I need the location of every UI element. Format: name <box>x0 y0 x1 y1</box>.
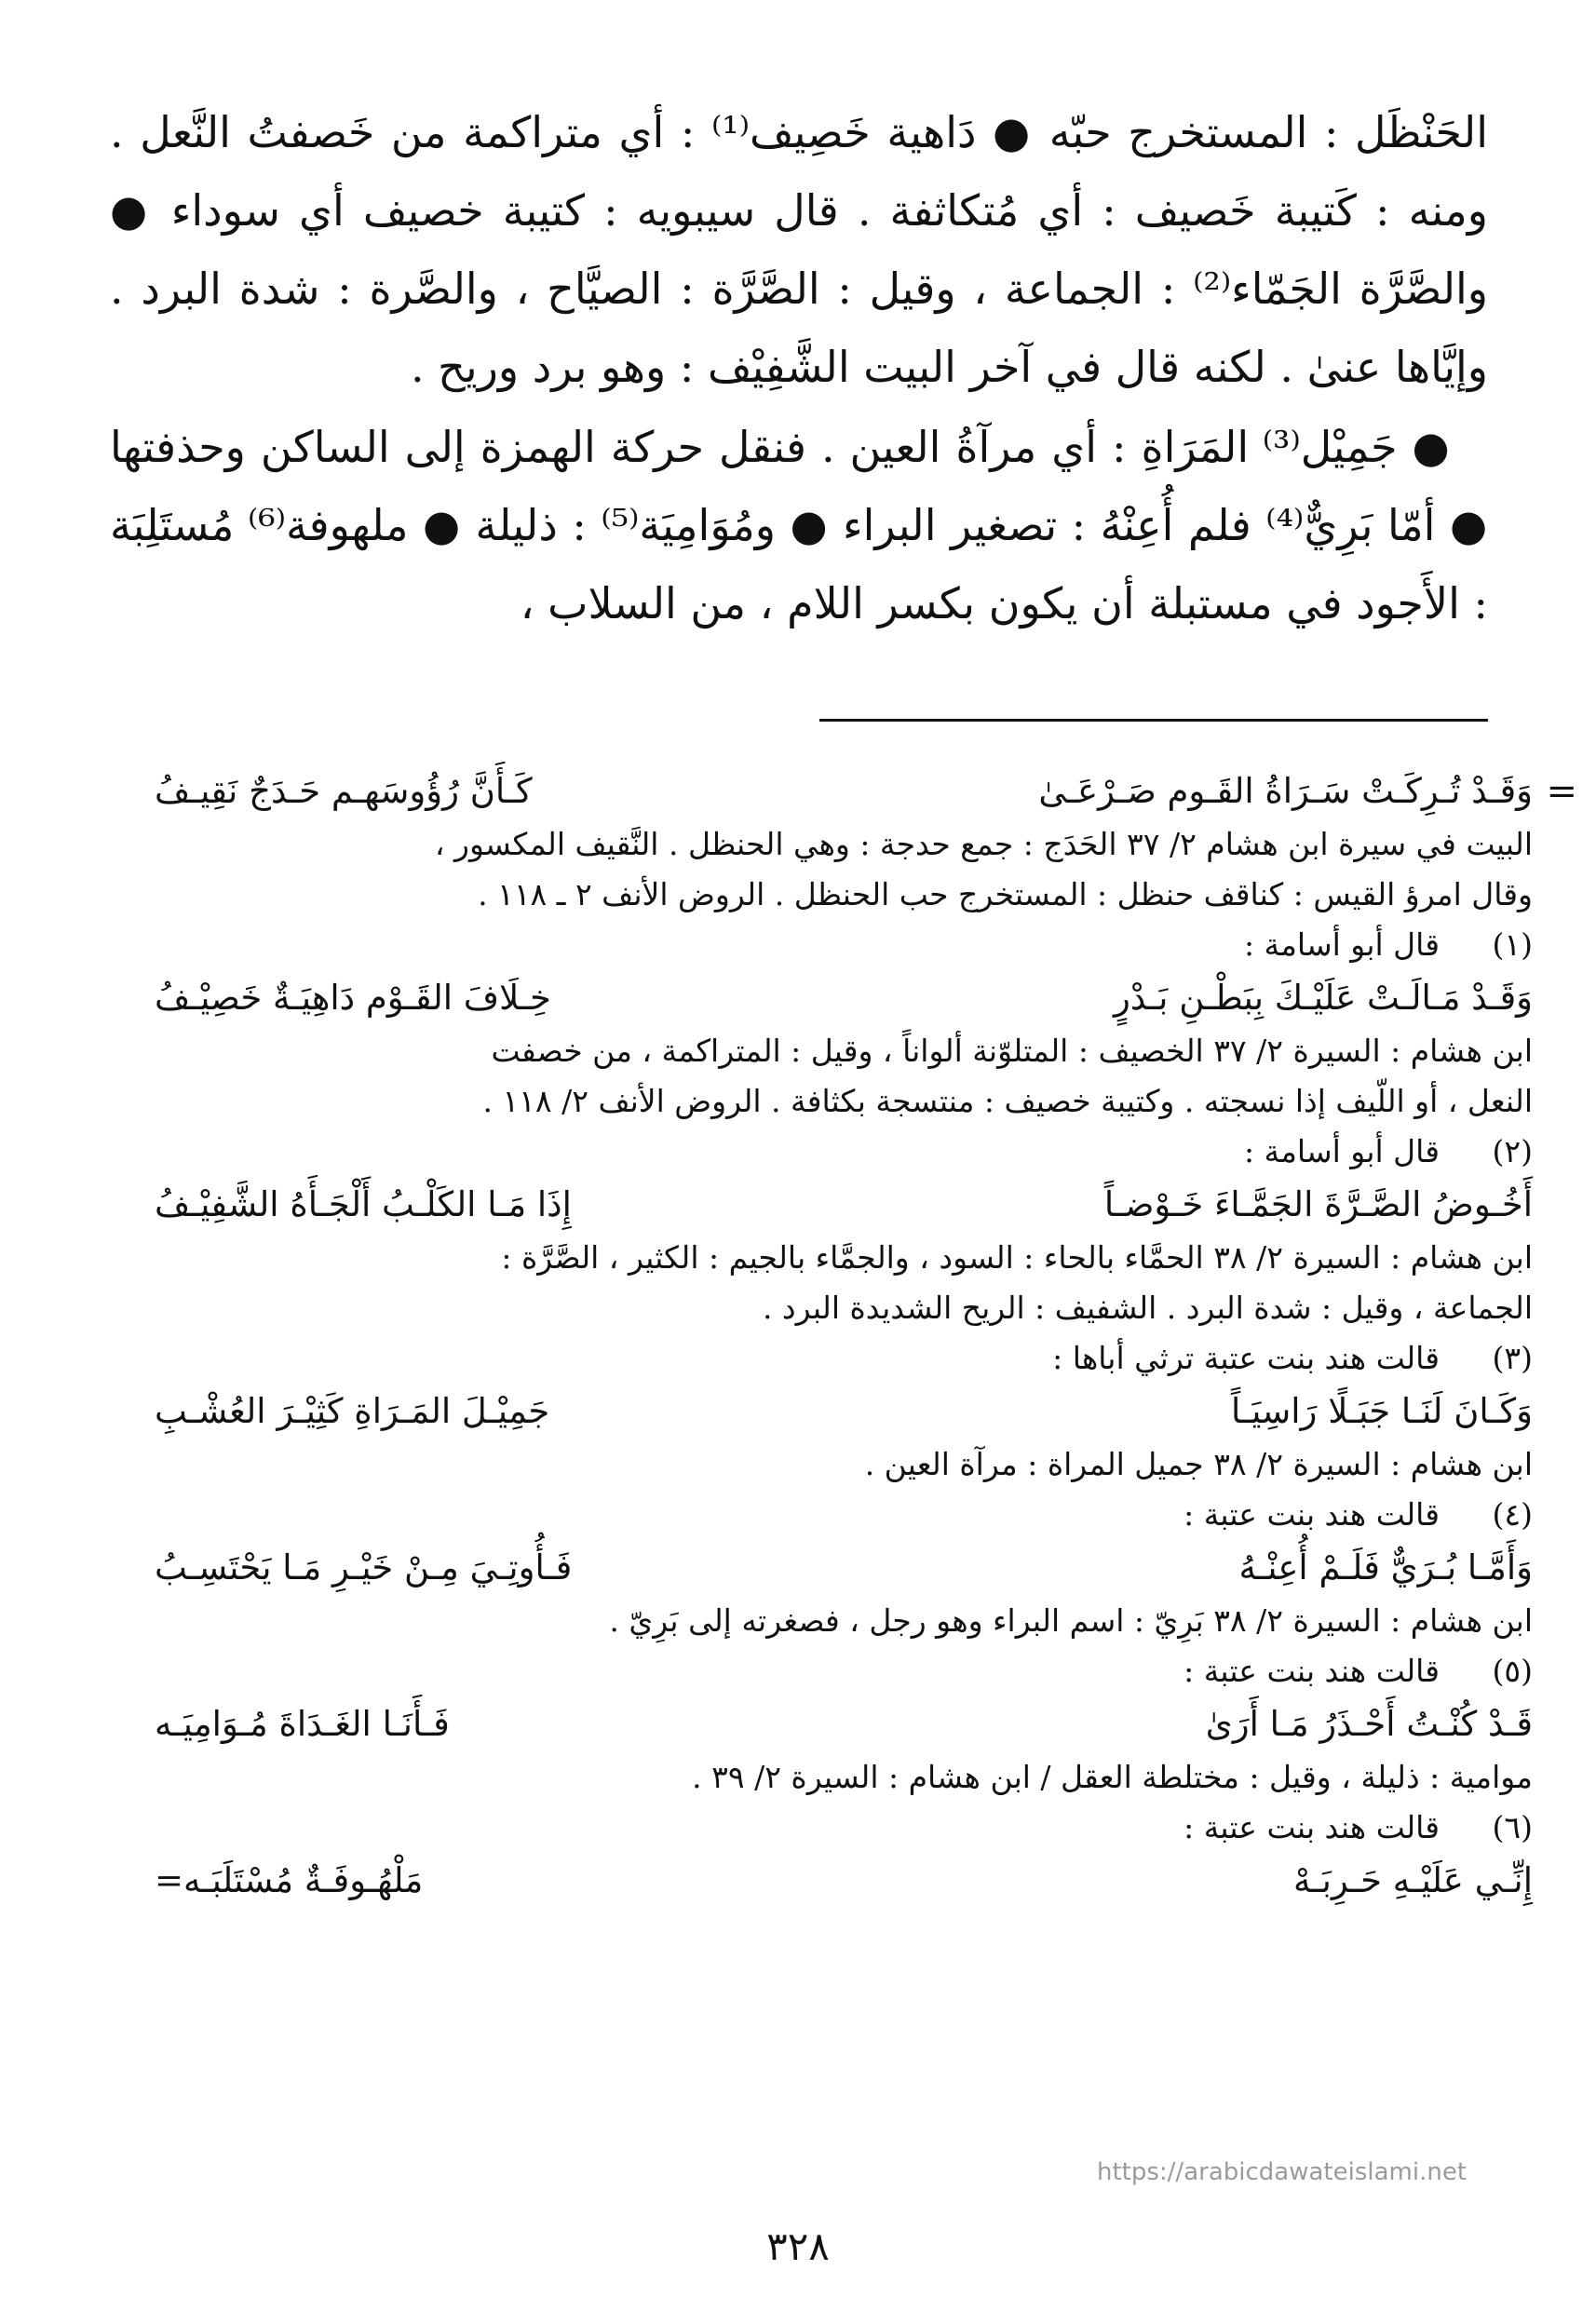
verse-second-hemistich: جَمِيْـلَ المَـرَاةِ كَثِيْـرَ العُشْـبِ <box>155 1391 550 1431</box>
verse-second-hemistich: فَـأُوتِـيَ مِـنْ خَيْـرِ مَـا يَحْتَسِـبُ <box>155 1547 573 1588</box>
footnote-number: (٢) <box>1492 1133 1533 1169</box>
verse-second-hemistich: إِذَا مَـا الكَلْـبُ أَلْجَـأَهُ الشَّفِيْـفُ <box>155 1184 572 1224</box>
footnote-1 <box>110 920 1533 970</box>
footnote-text: ابن هشام : السيرة ٢/ ٣٨ الحمَّاء بالحاء : السود ، والجمَّاء بالجيم : الكثير ، الصَّرَّة : <box>501 1239 1533 1276</box>
footnote-text: البيت في سيرة ابن هشام ٢/ ٣٧ الحَدَج : جمع حدجة : وهي الحنظل . النَّقيف المكسور ، <box>434 826 1533 862</box>
main-paragraph-1: الحَنْظَل : المستخرج حبّه ● دَاهية خَصِيف⁽¹⁾ : أي متراكمة من خَصفتُ النَّعل . ومنه : كَتيبة خَصيف : أي مُتكاثفة . قال سيبويه : كتيبة خصيف أي سوداء ● والصَّرَّة الجَمّاء⁽²⁾ : الجماعة ، وقيل : الصَّرَّة : الصيَّاح ، والصَّرة : شدة البرد . وإيَّاها عنىٰ . لكنه قال في آخر البيت الشَّفِيْف : وهو برد وريح . <box>110 107 1489 392</box>
footnote-2 <box>110 1127 1533 1177</box>
main-text <box>110 93 1488 642</box>
verse-line <box>155 970 1533 1026</box>
verse-line <box>155 1853 1533 1909</box>
page-number: ٣٢٨ <box>766 2223 830 2269</box>
footnote-intro: قال أبو أسامة : <box>1243 926 1440 963</box>
footnote-number: (٥) <box>1492 1653 1533 1689</box>
footnote-number: (٤) <box>1492 1496 1533 1533</box>
verse-first-hemistich: إِنِّـي عَلَيْـهِ حَـرِبَـهْ <box>1292 1860 1533 1900</box>
footnote-number: (١) <box>1492 926 1533 963</box>
footnotes <box>110 763 1577 1909</box>
verse-second-hemistich: مَلْهُـوفَـةٌ مُسْتَلَبَـه= <box>155 1860 424 1900</box>
continuation-marker: = <box>1546 770 1577 813</box>
verse-first-hemistich: وَكَـانَ لَنَـا جَبَـلًا رَاسِيَـاً <box>1231 1391 1533 1431</box>
footnote-text: ابن هشام : السيرة ٢/ ٣٨ جميل المراة : مرآة العين . <box>864 1446 1533 1482</box>
footnote-intro: قالت هند بنت عتبة : <box>1183 1653 1440 1689</box>
footnote-text: الجماعة ، وقيل : شدة البرد . الشفيف : الريح الشديدة البرد . <box>762 1290 1533 1326</box>
verse-line <box>155 1177 1533 1233</box>
verse-first-hemistich: قَـدْ كُنْـتُ أَحْـذَرُ مَـا أَرَىٰ <box>1205 1704 1533 1744</box>
footnote-3 <box>110 1333 1533 1384</box>
footnote-6 <box>110 1803 1533 1853</box>
verse-line <box>155 1540 1533 1596</box>
footnote-text: ابن هشام : السيرة ٢/ ٣٨ بَرِيّ : اسم البراء وهو رجل ، فصغرته إلى بَرِيّ . <box>609 1602 1533 1639</box>
footnote-intro: قالت هند بنت عتبة : <box>1183 1809 1440 1845</box>
verse-line <box>155 1696 1533 1752</box>
footnote-text: موامية : ذليلة ، وقيل : مختلطة العقل / ابن هشام : السيرة ٢/ ٣٩ . <box>692 1759 1533 1795</box>
footnote-4 <box>110 1490 1533 1540</box>
footnote-text: ابن هشام : السيرة ٢/ ٣٧ الخصيف : المتلوّنة ألواناً ، وقيل : المتراكمة ، من خصفت <box>491 1033 1533 1069</box>
footnote-intro: قال أبو أسامة : <box>1243 1133 1440 1169</box>
footnote-5 <box>110 1646 1533 1696</box>
verse-second-hemistich: كَـأَنَّ رُؤُوسَهـم حَـدَجٌ نَقِيـفُ <box>155 771 533 811</box>
footnote-number: (٦) <box>1492 1809 1533 1845</box>
verse-line <box>155 1384 1533 1439</box>
verse-first-hemistich: وَأَمَّـا بُـرَيٌّ فَلَـمْ أُعِنْـهُ <box>1238 1547 1533 1588</box>
verse-line <box>155 763 1577 819</box>
footnote-divider <box>819 719 1488 722</box>
verse-second-hemistich: فَـأَنَـا الغَـدَاةَ مُـوَامِيَـه <box>155 1704 450 1744</box>
footnote-text: النعل ، أو اللّيف إذا نسجته . وكتيبة خصيف : منتسجة بكثافة . الروض الأنف ٢/ ١١٨ . <box>482 1083 1533 1119</box>
footnote-intro: قالت هند بنت عتبة ترثي أباها : <box>1052 1340 1440 1376</box>
verse-first-hemistich: وَقَـدْ تُـرِكَـتْ سَـرَاةُ القَـوم صَـرْعَـىٰ <box>1038 771 1533 811</box>
verse-first-hemistich: أَخُـوضُ الصَّـرَّةَ الجَمَّـاءَ خَـوْضـاً <box>1103 1184 1533 1224</box>
verse-second-hemistich: خِـلَافَ القَـوْم دَاهِيَـةٌ خَصِيْـفُ <box>155 978 551 1018</box>
watermark-url: https://arabicdawateislami.net <box>1097 2158 1468 2186</box>
verse-first-hemistich: وَقَـدْ مَـالَـتْ عَلَيْـكَ بِبَطْـنِ بَـدْرٍ <box>1114 978 1533 1018</box>
main-paragraph-2: ● جَمِيْل⁽³⁾ المَرَاةِ : أي مرآةُ العين . فنقل حركة الهمزة إلى الساكن وحذفتها ● أمّا بَرِيٌّ⁽⁴⁾ فلم أُعِنْهُ : تصغير البراء ● ومُوَامِيَة⁽⁵⁾ : ذليلة ● ملهوفة⁽⁶⁾ مُستَلِبَة : الأَجود في مستبلة أن يكون بكسر اللام ، من السلاب ، <box>110 422 1488 628</box>
footnote-intro: قالت هند بنت عتبة : <box>1183 1496 1440 1533</box>
footnote-text: وقال امرؤ القيس : كناقف حنظل : المستخرج حب الحنظل . الروض الأنف ٢ ـ ١١٨ . <box>478 876 1533 912</box>
footnote-number: (٣) <box>1492 1340 1533 1376</box>
